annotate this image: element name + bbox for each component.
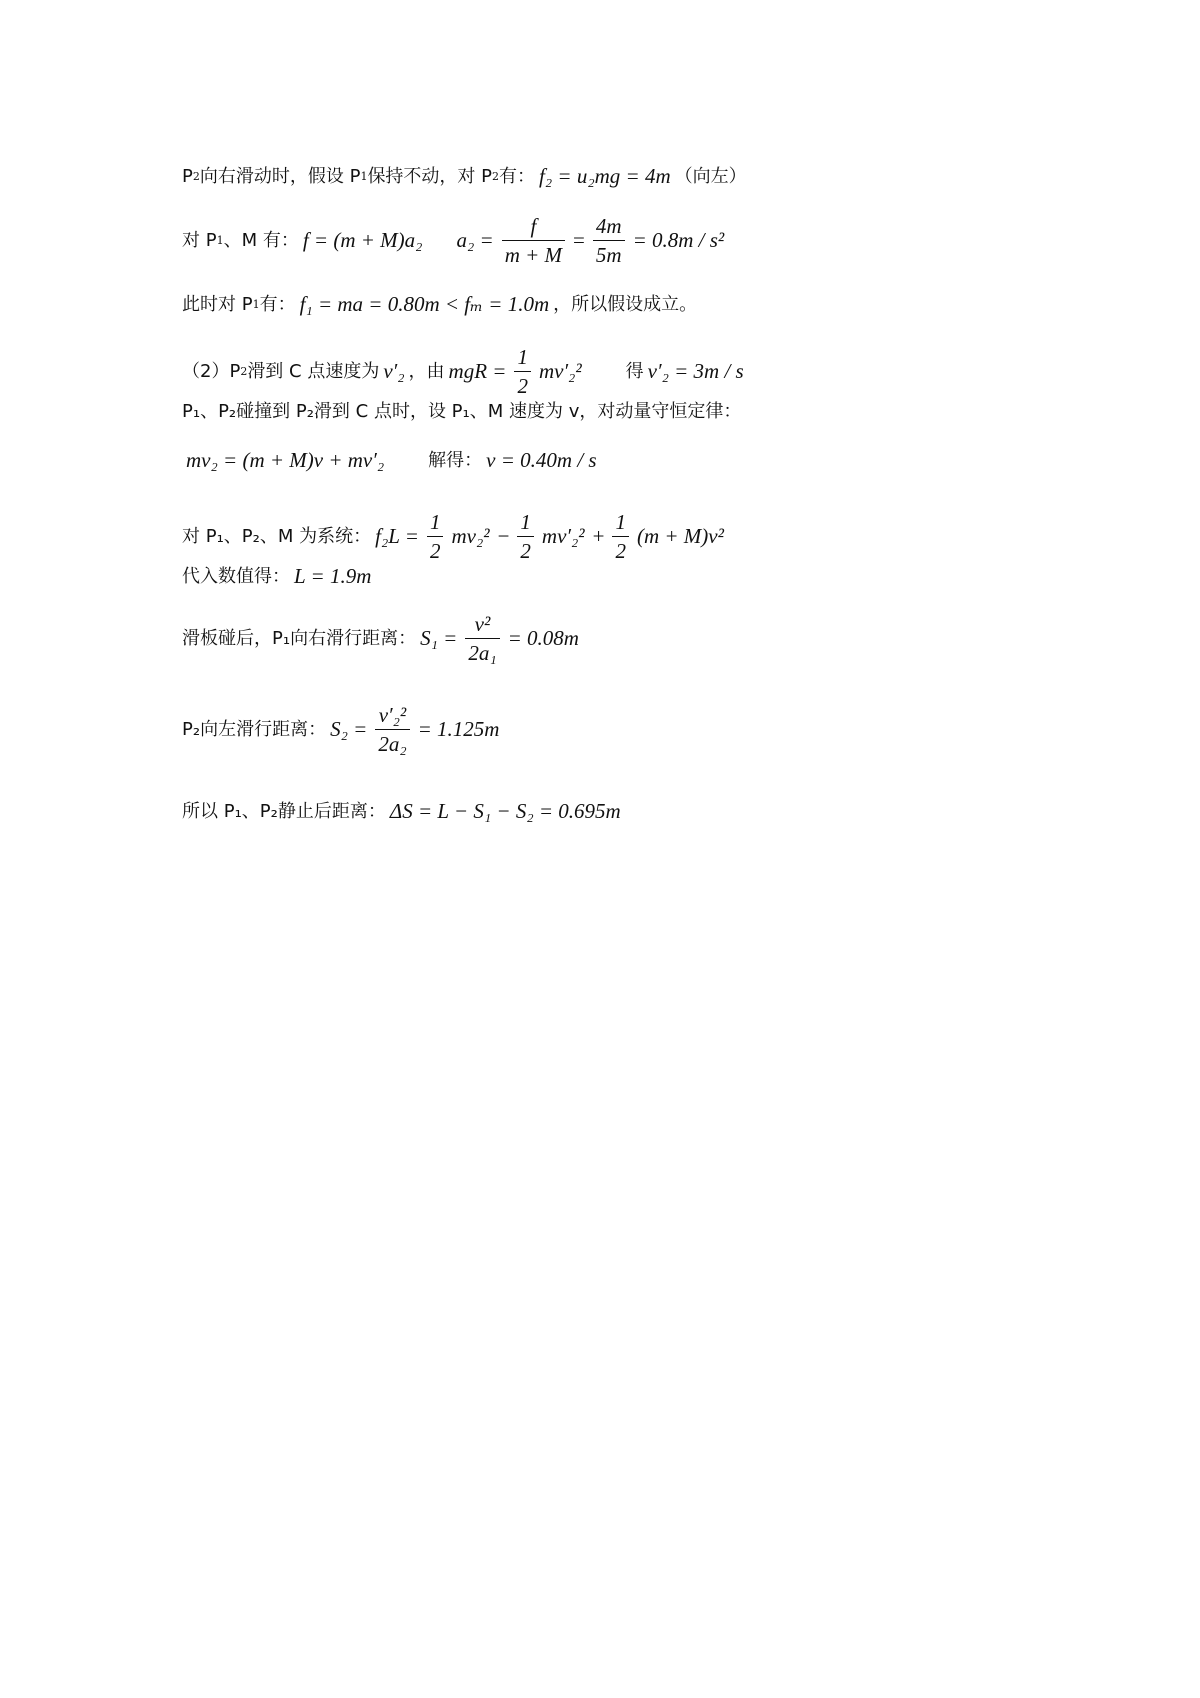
- text-segment: 此时对 P: [182, 293, 253, 315]
- length-result: L = 1.9m: [294, 564, 372, 588]
- text-segment: ，由: [408, 360, 445, 382]
- distance-lhs: S₁ =: [420, 626, 458, 651]
- fraction-numerator: 1: [520, 510, 531, 534]
- solution-line-9: [182, 612, 583, 665]
- fraction-numerator: v′₂²: [378, 703, 407, 727]
- fraction: [375, 703, 409, 756]
- text-segment: 向右滑动时，假设 P: [199, 165, 361, 187]
- text-segment: 对 P₁、P₂、M 为系统：: [182, 525, 372, 547]
- text-segment: ，所以假设成立。: [553, 293, 698, 315]
- fraction-denominator: 2: [615, 539, 626, 564]
- final-distance-formula: ΔS = L − S₁ − S₂ = 0.695m: [389, 799, 621, 823]
- subscript: 2: [492, 170, 500, 183]
- fraction-numerator: 1: [517, 345, 528, 369]
- fraction: [465, 612, 499, 665]
- text-segment: 解得：: [428, 449, 483, 471]
- solution-line-3: [182, 294, 697, 315]
- text-segment: 保持不动，对 P: [367, 165, 493, 187]
- fraction-numerator: 4m: [595, 214, 622, 238]
- energy-lhs: f₂L =: [375, 524, 419, 549]
- solution-line-4: [182, 345, 748, 398]
- text-segment: 代入数值得：: [182, 565, 290, 587]
- fraction-numerator: f: [530, 214, 537, 238]
- text-segment: 有：: [259, 293, 296, 315]
- plus-sign: +: [592, 524, 605, 549]
- energy-term: mv₂²: [451, 524, 490, 549]
- text-segment: 滑到 C 点速度为: [247, 360, 380, 382]
- acceleration-lhs: a₂ =: [456, 228, 494, 253]
- fraction-numerator: 1: [429, 510, 441, 534]
- fraction: [514, 345, 531, 398]
- fraction-numerator: v²: [474, 612, 491, 636]
- fraction: [502, 214, 565, 267]
- text-segment: （向左）: [674, 165, 747, 187]
- fraction-denominator: 2a₂: [378, 732, 407, 757]
- fraction: [612, 510, 629, 563]
- solution-line-2: 对 P 1 、M 有： f = (m + M)a₂ a₂ = $\frac{f}{m + M}$ = $\frac{4m}{5m}$ = 0.8m / s²: [182, 214, 725, 268]
- fraction-denominator: 2a₁: [468, 641, 497, 666]
- solution-line-1: [182, 166, 747, 187]
- newton-formula: f = (m + M)a₂: [302, 228, 423, 253]
- solution-line-11: [182, 801, 625, 822]
- text-segment: P: [182, 165, 193, 187]
- text-segment: 有：: [499, 165, 536, 187]
- energy-term: (m + M)v²: [636, 524, 724, 549]
- subscript: 1: [216, 234, 224, 248]
- solution-line-7: [182, 510, 728, 563]
- text-segment: P₂向左滑行距离：: [182, 718, 327, 740]
- fraction-denominator: 2: [520, 539, 531, 564]
- solution-line-6: [182, 450, 601, 471]
- subscript: 2: [240, 365, 248, 379]
- text-segment: 对 P: [182, 229, 217, 251]
- fraction-denominator: 2: [517, 374, 528, 399]
- fraction: [427, 510, 444, 563]
- subscript: 2: [192, 170, 200, 183]
- solution-line-8: [182, 566, 375, 587]
- fraction: [517, 510, 534, 563]
- text-segment: 滑板碰后，P₁向右滑行距离：: [182, 627, 417, 649]
- momentum-formula: mv₂ = (m + M)v + mv′₂: [186, 448, 385, 472]
- distance-lhs: S₂ =: [330, 717, 368, 742]
- energy-lhs: mgR =: [448, 359, 507, 384]
- solution-line-10: [182, 703, 503, 756]
- subscript: 1: [252, 298, 260, 311]
- subscript: 1: [360, 170, 368, 183]
- energy-term: mv′₂²: [541, 524, 585, 549]
- acceleration-result: = 0.8m / s²: [632, 228, 725, 253]
- text-segment: 得: [625, 360, 644, 382]
- minus-sign: −: [497, 524, 510, 549]
- solution-line-5: [182, 403, 741, 421]
- text-segment: P₁、P₂碰撞到 P₂滑到 C 点时，设 P₁、M 速度为 v，对动量守恒定律：: [182, 401, 742, 422]
- friction-check-formula: f₁ = ma = 0.80m < fₘ = 1.0m: [299, 292, 550, 316]
- distance-result: = 0.08m: [507, 626, 579, 651]
- velocity-result: v = 0.40m / s: [486, 448, 597, 472]
- text-segment: 所以 P₁、P₂静止后距离：: [182, 800, 386, 822]
- energy-rhs: mv′₂²: [538, 359, 582, 384]
- fraction-denominator: m + M: [504, 243, 563, 268]
- text-segment: 、M 有：: [223, 229, 299, 251]
- friction-formula: f₂ = u₂mg = 4m: [539, 164, 671, 188]
- fraction-denominator: 2: [429, 539, 441, 564]
- text-segment: （2）P: [182, 360, 241, 382]
- velocity-variable: v′₂: [383, 359, 405, 384]
- fraction-numerator: 1: [615, 510, 626, 534]
- fraction-denominator: 5m: [595, 243, 622, 268]
- velocity-result: v′₂ = 3m / s: [647, 359, 744, 384]
- distance-result: = 1.125m: [417, 717, 500, 742]
- fraction: [593, 214, 625, 267]
